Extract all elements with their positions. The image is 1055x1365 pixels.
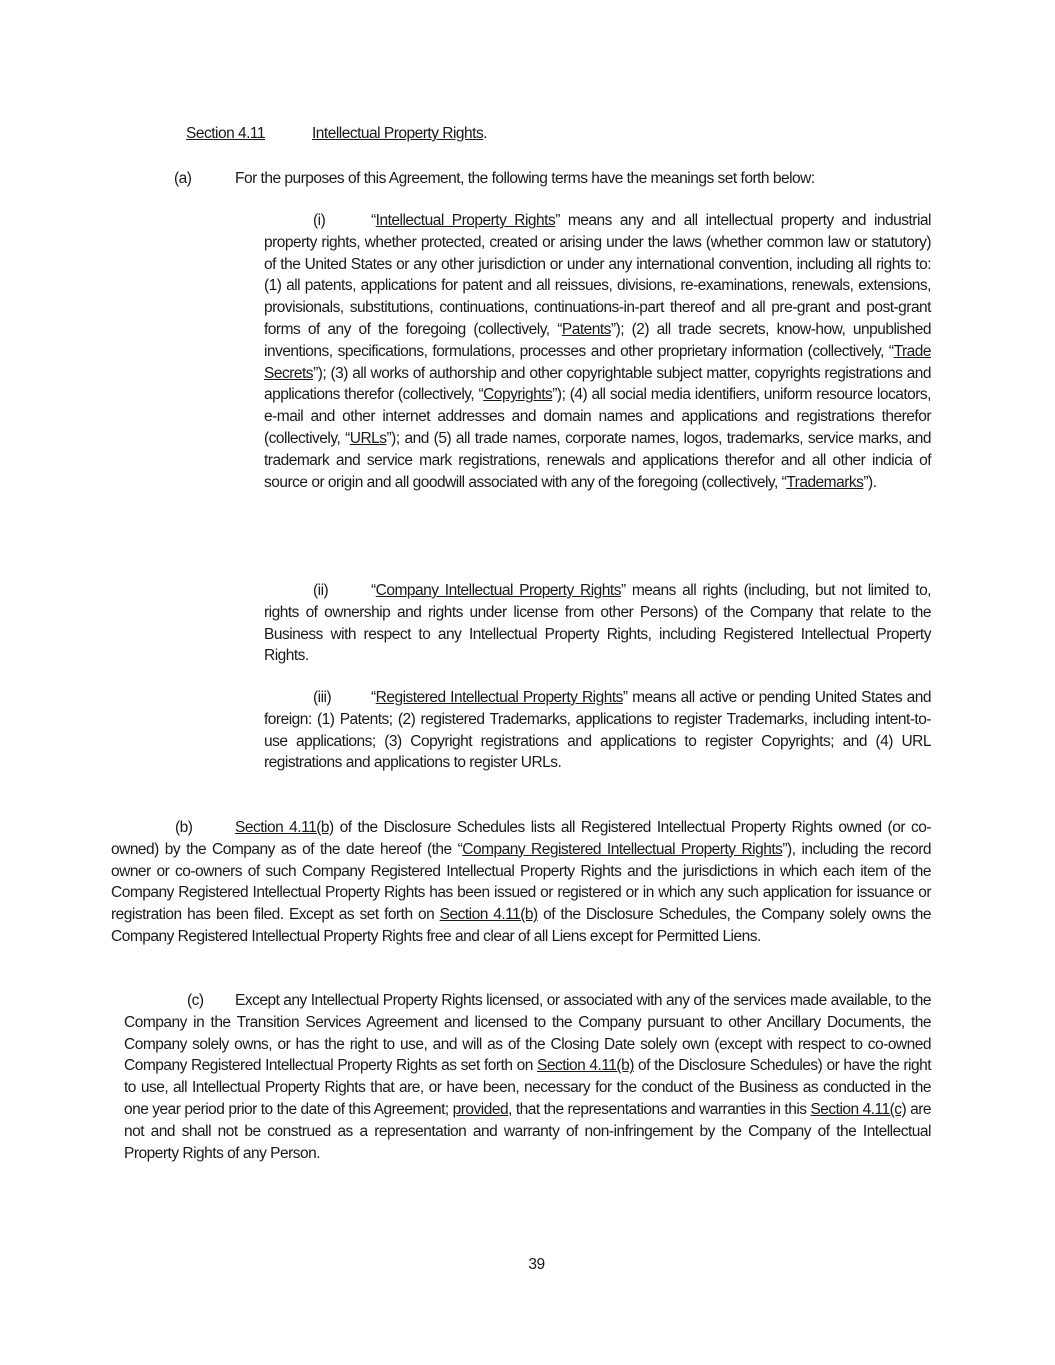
- paragraph-text: ” means any and all intellectual property and industrial property rights, whether protected, created or arising under the laws (whether common law or statutory) of the United States or any other jurisdiction or under any international convention, including all rights to: (1) all patents, applications for patent and all reissues, divisions, re-examinations, renewals, extensions, provisionals, substitutions, continuations, continuations-in-part thereof and all pre-grant and post-grant forms of any of the foregoing (collectively, “: [264, 212, 931, 338]
- paragraph-text: ” means all active or pending United States and foreign: (1) Patents; (2) registered Trademarks, applications to register Trademarks, including intent-to-use applications; (3) Copyright registrations and applications to register Copyrights; and (4) URL registrations and applications to register URLs.: [264, 689, 931, 772]
- defined-term: Company Intellectual Property Rights: [375, 582, 621, 599]
- defined-term: URLs: [349, 429, 387, 447]
- paragraph-text: “: [371, 212, 376, 229]
- defined-term: Section 4.11(b): [537, 1057, 634, 1075]
- section-number: Section 4.11: [186, 125, 266, 142]
- paragraph-text: are not and shall not be construed as a representation and warranty of non-infringement by the Company of the Intellectual Property Rights of any Person.: [124, 1100, 931, 1162]
- paragraph-text: of the Disclosure Schedules, the Company solely owns the Company Registered Intellectual Property Rights free and clear of all Liens except for Permitted Liens.: [111, 906, 931, 945]
- paragraph-text: ”).: [863, 473, 877, 491]
- paragraph-ii: [264, 580, 931, 667]
- defined-term: Intellectual Property Rights: [375, 212, 556, 229]
- paragraph-label: (i): [313, 212, 326, 229]
- paragraph-text: , that the representations and warranties in this: [508, 1100, 811, 1118]
- paragraph-text: ”), including the record owner or co-owners of such Company Registered Intellectual Property Rights and the jurisdictions in which each item of the Company Registered Intellectual Property Rights has been issued or registered or in which any such application for issuance or registration has been filed. Except as set forth on: [111, 840, 931, 924]
- paragraph-b: [111, 817, 931, 948]
- paragraph-label: (iii): [313, 689, 332, 706]
- paragraph-text: of the Disclosure Schedules) or have the right to use, all Intellectual Property Rights that are, or have been, necessary for the conduct of the Business as conducted in the one year period prior to the date of this Agreement;: [124, 1057, 931, 1118]
- paragraph-label: (b): [175, 819, 193, 836]
- section-heading: [186, 125, 487, 143]
- heading-suffix: .: [483, 125, 488, 142]
- paragraph-text: ”); (2) all trade secrets, know-how, unpublished inventions, specifications, formulations, processes and other proprietary information (collectively, “: [264, 320, 931, 360]
- defined-term: Trademarks: [786, 473, 864, 491]
- defined-term: Registered Intellectual Property Rights: [375, 689, 623, 706]
- paragraph-label: (a): [174, 170, 192, 187]
- paragraph-text: “: [371, 582, 376, 599]
- page-number: 39: [528, 1256, 545, 1273]
- section-title: Intellectual Property Rights: [312, 125, 484, 142]
- defined-term: provided: [452, 1100, 509, 1118]
- paragraph-text: of the Disclosure Schedules lists all Registered Intellectual Property Rights owned (or co-owned) by the Company as of the date hereof (the “: [111, 819, 931, 858]
- defined-term: Company Registered Intellectual Property Rights: [462, 840, 783, 858]
- paragraph-text: ”); (3) all works of authorship and other copyrightable subject matter, copyrights registrations and applications therefor (collectively, “: [264, 364, 931, 404]
- paragraph-c: [124, 990, 931, 1164]
- paragraph-iii: [264, 687, 931, 774]
- paragraph-a: [174, 168, 934, 190]
- defined-term: Section 4.11(c): [810, 1100, 907, 1118]
- paragraph-text: Except any Intellectual Property Rights licensed, or associated with any of the services made available, to the Company in the Transition Services Agreement and licensed to the Company pursuant to other Ancillary Documents, the Company solely owns, or has the right to use, and will as of the Closing Date solely own (except with respect to co-owned Company Registered Intellectual Property Rights as set forth on: [124, 992, 931, 1075]
- paragraph-text: ” means all rights (including, but not limited to, rights of ownership and rights under license from other Persons) of the Company that relate to the Business with respect to any Intellectual Property Rights, including Registered Intellectual Property Rights.: [264, 582, 931, 665]
- paragraph-text: ”); (4) all social media identifiers, uniform resource locators, e-mail and other internet addresses and domain names and applications and registrations therefor (collectively, “: [264, 386, 931, 447]
- paragraph-label: (c): [187, 992, 204, 1009]
- defined-term: Section 4.11(b): [439, 906, 538, 924]
- defined-term: Copyrights: [483, 386, 553, 404]
- defined-term: Patents: [561, 320, 611, 338]
- paragraph-text: “: [371, 689, 376, 706]
- defined-term: Trade Secrets: [264, 342, 931, 382]
- paragraph-label: (ii): [313, 582, 329, 599]
- paragraph-i: [264, 210, 931, 493]
- defined-term: Section 4.11(b): [235, 819, 334, 836]
- paragraph-text: ”); and (5) all trade names, corporate names, logos, trademarks, service marks, and trademark and service mark registrations, renewals and applications therefor and all other indicia of source or origin and all goodwill associated with any of the foregoing (collectively, “: [264, 429, 931, 491]
- paragraph-text: For the purposes of this Agreement, the following terms have the meanings set forth below:: [235, 170, 815, 187]
